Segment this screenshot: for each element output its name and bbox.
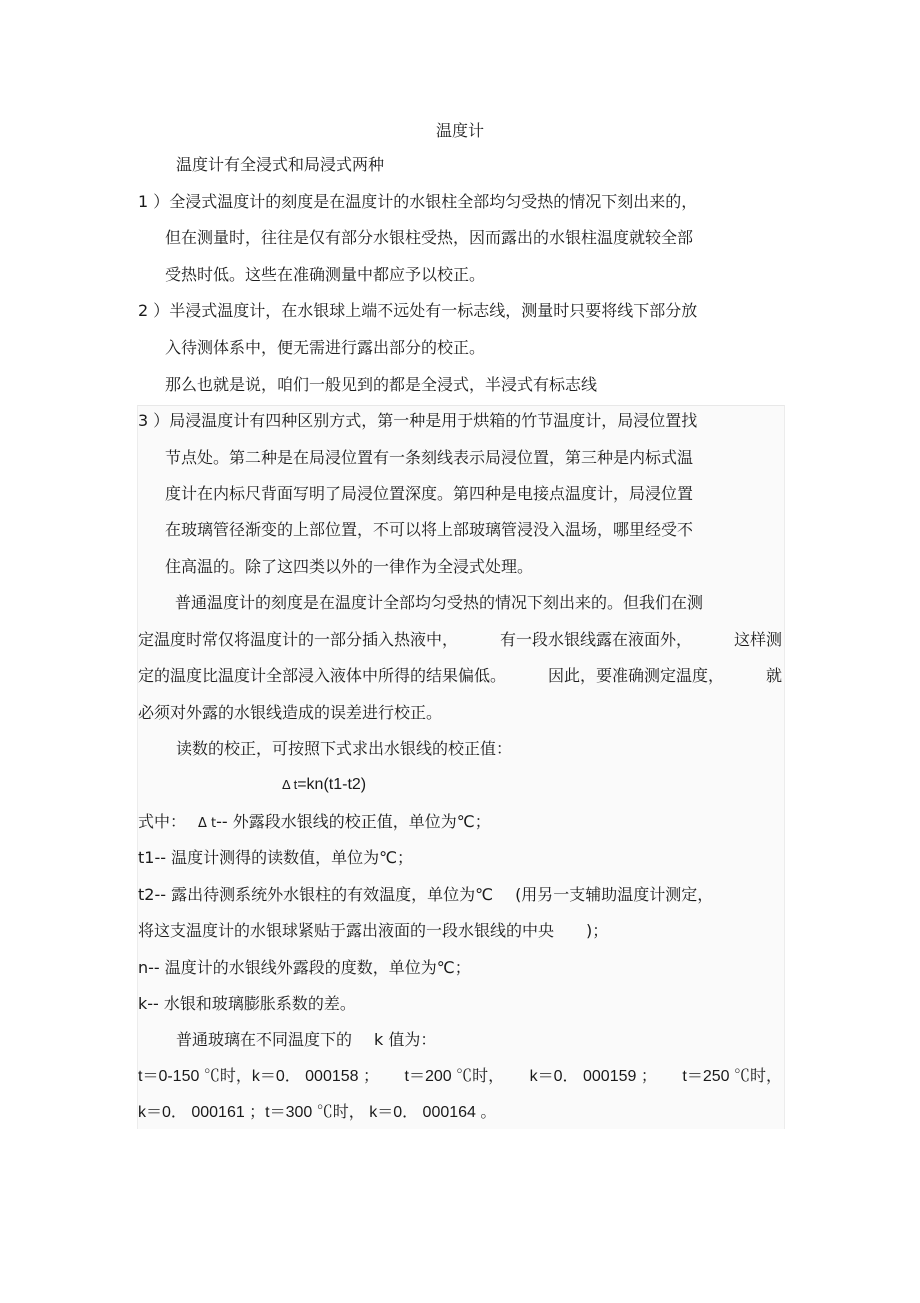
item-2-number: 2 ） [138, 301, 170, 320]
glass-value-range-1: t＝0-150 ℃时，k＝0． 000158 ； [138, 1068, 379, 1085]
item-1-number: 1 ） [138, 192, 170, 211]
paragraph-line-3 [138, 663, 782, 689]
glass-intro-b: k 值为： [374, 1030, 437, 1049]
item-3-text: 局浸温度计有四种区别方式，第一种是用于烘箱的竹节温度计，局浸位置找 [169, 411, 698, 430]
item-2-line-3: 那么也就是说，咱们一般见到的都是全浸式，半浸式有标志线 [165, 375, 598, 394]
item-1-text: 全浸式温度计的刻度是在温度计的水银柱全部均匀受热的情况下刻出来的， [169, 192, 698, 211]
n-definition: n-- 温度计的水银线外露段的度数，单位为℃； [138, 958, 471, 977]
item-3-number: 3 ） [138, 411, 170, 430]
paragraph-line-3-b: 因此，要准确测定温度， [547, 666, 724, 685]
glass-value-temp-200: t＝200 ℃时， [404, 1068, 505, 1085]
t2-definition-line-1 [138, 882, 713, 908]
item-2-line-1 [138, 298, 697, 324]
glass-intro [176, 1027, 436, 1053]
t2-text: t2-- 露出待测系统外水银柱的有效温度，单位为℃ [138, 885, 494, 904]
glass-value-temp-250: t＝250 ℃时， [682, 1068, 782, 1085]
where-line [138, 809, 491, 837]
paragraph-line-2-a: 定温度时常仅将温度计的一部分插入热液中， [138, 630, 459, 649]
t2-note-cont: 将这支温度计的水银球紧贴于露出液面的一段水银线的中央 [138, 921, 555, 940]
paragraph-line-4: 必须对外露的水银线造成的误差进行校正。 [138, 703, 443, 722]
paragraph-line-2-c: 这样测 [733, 630, 782, 649]
item-3-line-1 [138, 408, 697, 434]
glass-intro-a: 普通玻璃在不同温度下的 [176, 1030, 353, 1049]
t1-definition: t1-- 温度计测得的读数值，单位为℃； [138, 848, 414, 867]
glass-values-line-2: k＝0． 000161 ；t＝300 ℃时， k＝0． 000164 。 [138, 1104, 497, 1121]
page-title: 温度计 [435, 121, 484, 140]
correction-formula [282, 772, 366, 798]
intro-line: 温度计有全浸式和局浸式两种 [176, 155, 385, 174]
item-1-line-1 [138, 189, 697, 215]
where-label: 式中： [138, 812, 187, 831]
t2-note: (用另一支辅助温度计测定， [515, 885, 714, 904]
t2-definition-line-2 [138, 918, 608, 944]
item-2-line-2: 入待测体系中，便无需进行露出部分的校正。 [165, 338, 486, 357]
paragraph-line-3-c: 就 [765, 666, 782, 685]
k-definition: k-- 水银和玻璃膨胀系数的差。 [138, 994, 356, 1013]
item-1-line-2: 但在测量时，往往是仅有部分水银柱受热，因而露出的水银柱温度就较全部 [165, 228, 694, 247]
t2-note-close: )； [586, 921, 609, 940]
item-2-text: 半浸式温度计，在水银球上端不远处有一标志线，测量时只要将线下部分放 [169, 301, 698, 320]
glass-values-line-1 [138, 1064, 782, 1090]
item-3-line-5: 住高温的。除了这四类以外的一律作为全浸式处理。 [165, 557, 534, 576]
where-symbol: Δ t [198, 816, 217, 831]
paragraph-line-2 [138, 627, 782, 653]
paragraph-line-3-a: 定的温度比温度计全部浸入液体中所得的结果偏低。 [138, 666, 507, 685]
item-3-line-3: 度计在内标尺背面写明了局浸位置深度。第四种是电接点温度计，局浸位置 [165, 484, 694, 503]
where-text: -- 外露段水银线的校正值，单位为℃； [216, 812, 491, 831]
highlighted-section [137, 405, 785, 1129]
glass-value-k-200: k＝0． 000159 ； [529, 1068, 657, 1085]
formula-symbol: Δ t [282, 777, 298, 792]
item-3-line-2: 节点处。第二种是在局浸位置有一条刻线表示局浸位置，第三种是内标式温 [165, 448, 694, 467]
item-1-line-3: 受热时低。这些在准确测量中都应予以校正。 [165, 265, 486, 284]
formula-body: =kn(t1-t2) [297, 776, 367, 793]
paragraph-line-1: 普通温度计的刻度是在温度计全部均匀受热的情况下刻出来的。但我们在测 [175, 593, 704, 612]
paragraph-line-2-b: 有一段水银线露在液面外， [499, 630, 692, 649]
item-3-line-4: 在玻璃管径渐变的上部位置，不可以将上部玻璃管浸没入温场，哪里经受不 [165, 520, 694, 539]
correction-intro: 读数的校正，可按照下式求出水银线的校正值： [176, 739, 513, 758]
